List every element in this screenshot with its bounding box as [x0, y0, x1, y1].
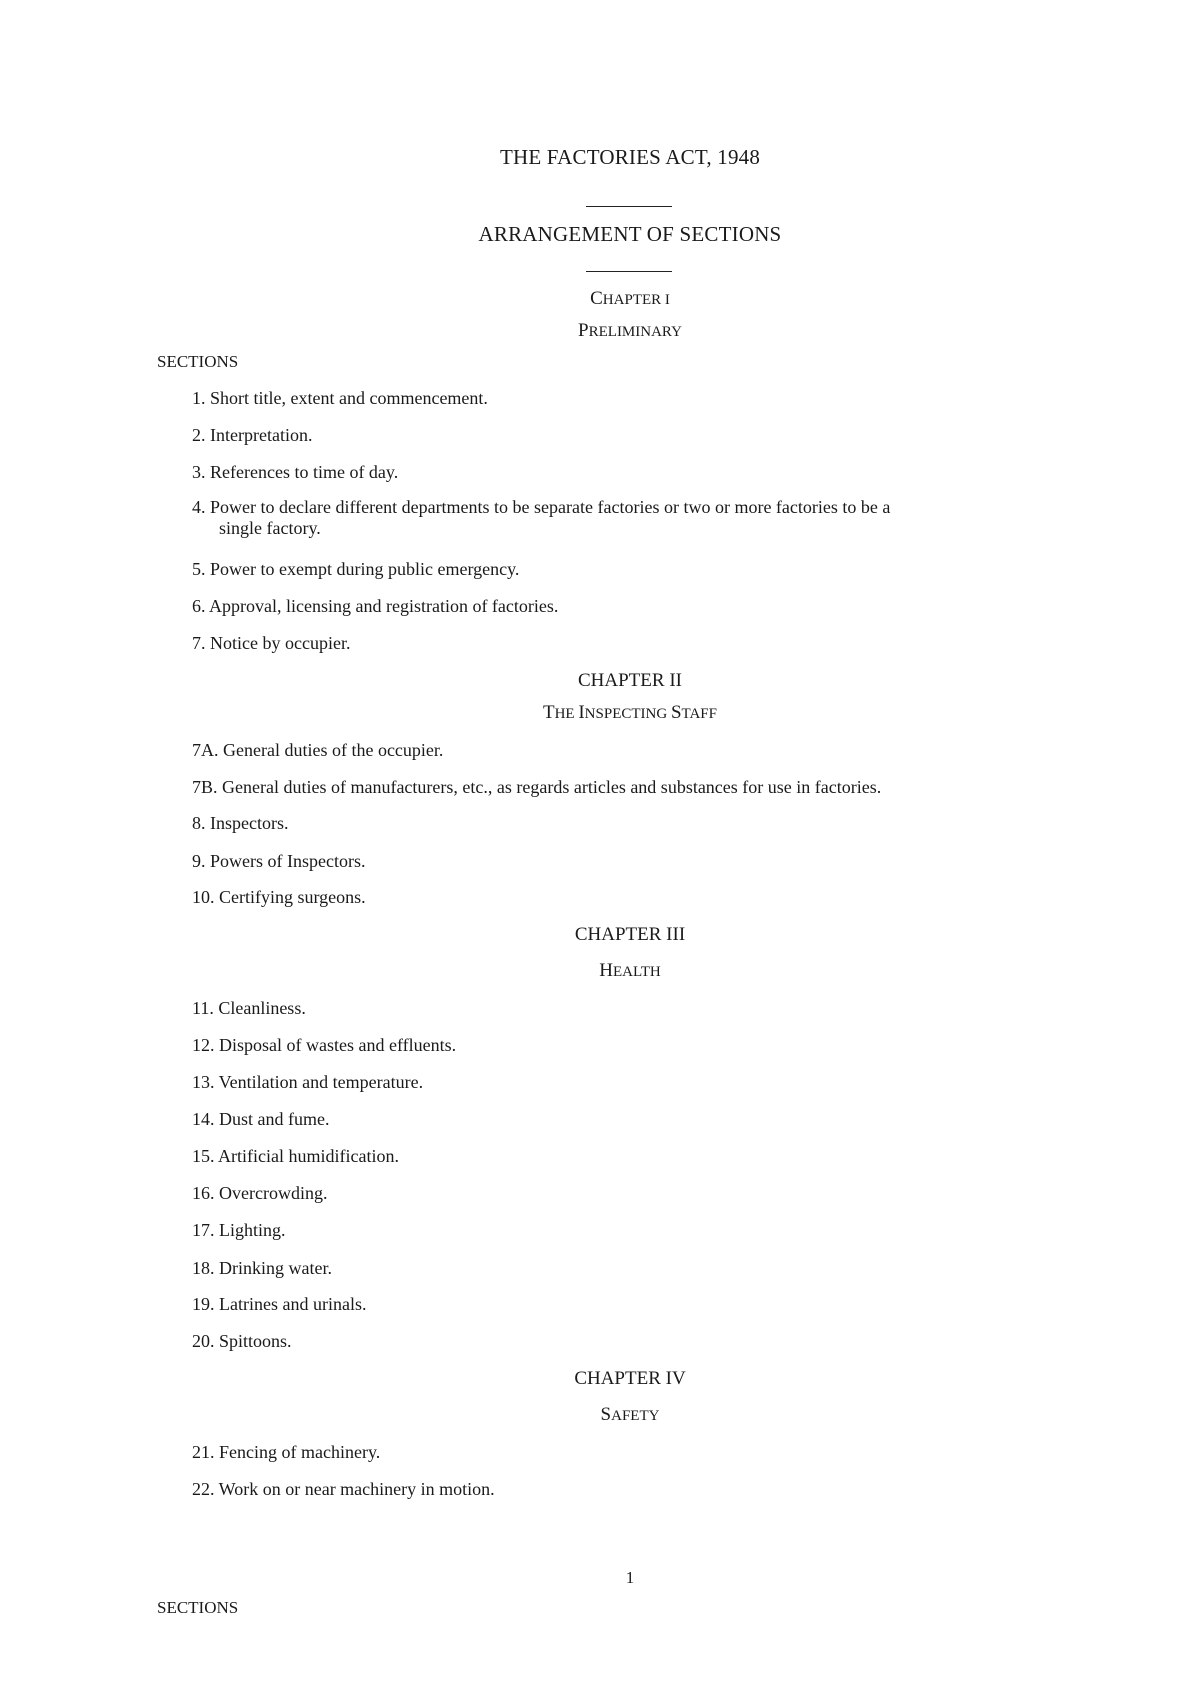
section-item: 19. Latrines and urinals.: [192, 1294, 367, 1314]
section-item: 7B. General duties of manufacturers, etc., as regards articles and substances for use in factories.: [192, 777, 882, 797]
section-item: 6. Approval, licensing and registration of factories.: [192, 596, 559, 616]
chapter-4-title: CHAPTER IV: [574, 1368, 686, 1389]
chapter-3-heading: HEALTH: [599, 960, 661, 981]
section-item: 14. Dust and fume.: [192, 1109, 330, 1129]
title-divider: [586, 206, 672, 207]
document-title: THE FACTORIES ACT, 1948: [499, 145, 761, 169]
document-subtitle: ARRANGEMENT OF SECTIONS: [478, 222, 782, 246]
section-item: 7A. General duties of the occupier.: [192, 740, 444, 760]
section-item: 20. Spittoons.: [192, 1331, 292, 1351]
footer-sections-label: SECTIONS: [157, 1598, 239, 1617]
chapter-3-title: CHAPTER III: [574, 924, 686, 945]
section-item: 2. Interpretation.: [192, 425, 313, 445]
section-item: 7. Notice by occupier.: [192, 633, 351, 653]
sections-label: SECTIONS: [157, 352, 239, 371]
section-item: 9. Powers of Inspectors.: [192, 851, 366, 871]
section-item: 18. Drinking water.: [192, 1258, 332, 1278]
chapter-4-heading: SAFETY: [600, 1404, 660, 1425]
chapter-1-heading: PRELIMINARY: [578, 320, 682, 341]
page-number: 1: [625, 1568, 635, 1587]
section-item: 17. Lighting.: [192, 1220, 286, 1240]
section-item: 1. Short title, extent and commencement.: [192, 388, 488, 408]
chapter-2-heading: THE INSPECTING STAFF: [542, 702, 717, 723]
section-item: 12. Disposal of wastes and effluents.: [192, 1035, 457, 1055]
chapter-1-title: CHAPTER I: [590, 288, 670, 309]
section-item: 13. Ventilation and temperature.: [192, 1072, 424, 1092]
chapter-2-title: CHAPTER II: [578, 670, 682, 691]
section-item-continuation: single factory.: [219, 518, 321, 538]
section-item: 15. Artificial humidification.: [192, 1146, 399, 1166]
section-item: 21. Fencing of machinery.: [192, 1442, 381, 1462]
section-item: 5. Power to exempt during public emergency.: [192, 559, 520, 579]
section-item: 16. Overcrowding.: [192, 1183, 328, 1203]
section-item: 22. Work on or near machinery in motion.: [192, 1479, 495, 1499]
section-item: 10. Certifying surgeons.: [192, 887, 366, 907]
section-item: 3. References to time of day.: [192, 462, 399, 482]
subtitle-divider: [586, 271, 672, 272]
section-item: 4. Power to declare different departments to be separate factories or two or more factories to be a single factory.: [192, 497, 891, 538]
section-item: 8. Inspectors.: [192, 813, 289, 833]
section-item: 11. Cleanliness.: [192, 998, 306, 1018]
